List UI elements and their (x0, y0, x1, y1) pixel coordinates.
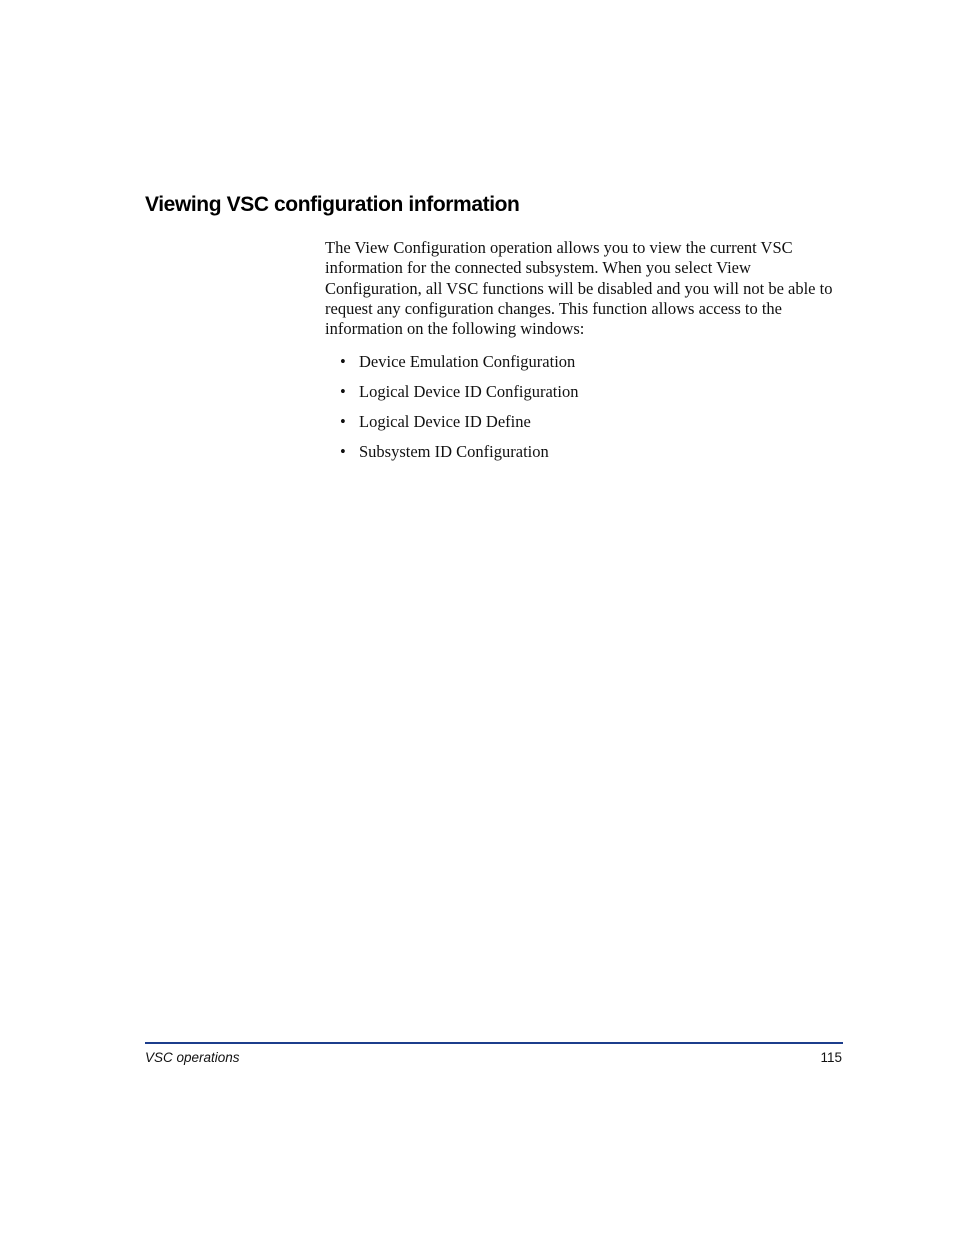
window-list (325, 348, 845, 467)
list-item-text: Logical Device ID Define (359, 412, 531, 432)
bullet-icon: • (340, 441, 346, 461)
list-item-text: Device Emulation Configuration (359, 352, 576, 372)
footer-divider (145, 1042, 843, 1044)
footer-section-title: VSC operations (145, 1050, 240, 1065)
bullet-icon: • (340, 412, 346, 432)
list-item (325, 408, 845, 438)
intro-paragraph: The View Configuration operation allows you to view the current VSC information for the connected subsystem. When you select View Configuration, all VSC functions will be disabled and you will not be able to request any configuration changes. This function allows access to the information on the following windows: (325, 238, 833, 339)
section-heading: Viewing VSC configuration information (145, 193, 520, 216)
page-number: 115 (820, 1050, 842, 1065)
list-item-text: Logical Device ID Configuration (359, 382, 579, 402)
body-content (325, 238, 845, 468)
list-item-text: Subsystem ID Configuration (359, 441, 549, 461)
list-item (325, 378, 845, 408)
list-item (325, 438, 845, 468)
bullet-icon: • (340, 382, 346, 402)
list-item (325, 348, 845, 378)
bullet-icon: • (340, 352, 346, 372)
